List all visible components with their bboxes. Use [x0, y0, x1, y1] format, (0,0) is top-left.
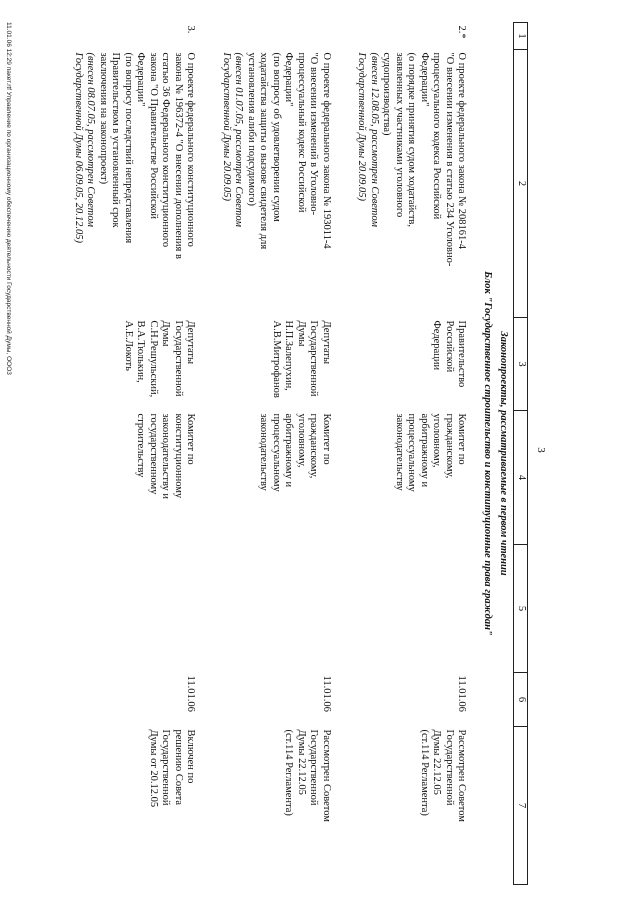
- status: Включен по решению Совета Государственной Думы от 20.12.05: [148, 729, 197, 808]
- committee: Комитет по гражданскому, уголовному, арбитражному и процессуальному законодательству: [394, 413, 468, 492]
- committee: Комитет по гражданскому, уголовному, арбитражному и процессуальному законодательству: [258, 413, 332, 492]
- date: 11.01.06: [321, 675, 332, 712]
- column-header: 3: [514, 318, 528, 411]
- column-header: 6: [514, 673, 528, 727]
- date: 11.01.06: [185, 675, 197, 712]
- initiator: Депутаты Государственной Думы С.Н.Решульский, В.А.Тюлькин, А.Е.Локоть: [123, 320, 197, 398]
- bill-cell: [198, 50, 334, 318]
- column-header: 2: [514, 50, 528, 318]
- column-5-cell: [50, 545, 198, 673]
- block-heading: Блок "Государственное строительство и конституционные права граждан": [482, 271, 493, 636]
- table-row: [50, 23, 198, 885]
- committee: Комитет по конституционному законодательству и государственному строительству: [135, 413, 197, 500]
- column-header: 5: [514, 545, 528, 673]
- bill-note: (внесен 01.07.05, рассмотрен Советом Государственной Думы 20.09.05): [221, 52, 245, 227]
- section-heading-row: [495, 23, 514, 885]
- column-header: 7: [514, 727, 528, 885]
- page-footer: 11.01.06 12:29 пакет.rtf Управление по организационному обеспечению деятельности Государственной Думы, ООО3: [5, 22, 12, 375]
- column-5-cell: [333, 545, 469, 673]
- item-number: 3.: [185, 25, 197, 34]
- column-number-header-row: [514, 23, 528, 885]
- table-row: [333, 23, 469, 885]
- bill-cell: [50, 50, 198, 318]
- section-heading: Законопроекты, рассматриваемые в первом чтении: [498, 331, 510, 576]
- column-5-cell: [198, 545, 334, 673]
- status: Рассмотрен Советом Государственной Думы 22.12.05 (ст.114 Регламента): [283, 729, 332, 822]
- table-row: [198, 23, 334, 885]
- bills-table: [50, 22, 529, 885]
- status: Рассмотрен Советом Государственной Думы 22.12.05 (ст.114 Регламента): [419, 729, 468, 822]
- item-number: 2.*: [456, 25, 468, 39]
- item-number: [198, 23, 334, 50]
- bill-title: О проекте федерального закона № 193011-4 "О внесении изменений в Уголовно- процессуальный кодекс Российской Федерации" (по вопросу об удовлетворении судом ходатайства защиты о вызове свидетеля для установления алиби подсудимого): [246, 52, 332, 250]
- column-header: 1: [514, 23, 528, 50]
- bill-note: (внесен 12.08.05, рассмотрен Советом Государственной Думы 20.09.05): [356, 52, 380, 227]
- bill-title: О проекте федерального конституционного закона № 196372-4 "О внесении дополнения в статью 36 Федерального конституционного закона "О Правительстве Российской Федерации" (по вопросу последствий непредставления Правительством в установленный срок заключения на законопроект): [98, 52, 197, 259]
- column-header: 4: [514, 411, 528, 545]
- block-heading-row: [469, 23, 496, 885]
- bill-cell: [333, 50, 469, 318]
- initiator: Депутаты Государственной Думы Н.П.Залепухин, А.В.Митрофанов: [271, 320, 332, 398]
- bill-title: О проекте федерального закона № 208161-4 "О внесении изменения в статью 234 Уголовно- процессуального кодекса Российской Федерации" (о порядке принятия судом ходатайств, заявленных участниками уголовного судопроизводства): [381, 52, 468, 267]
- date: 11.01.06: [456, 675, 468, 712]
- initiator: Правительство Российской Федерации: [431, 320, 468, 388]
- page-number: 3: [535, 447, 547, 453]
- bill-note: (внесен 08.07.05, рассмотрен Советом Государственной Думы 06.09.05, 20.12.05): [73, 52, 97, 243]
